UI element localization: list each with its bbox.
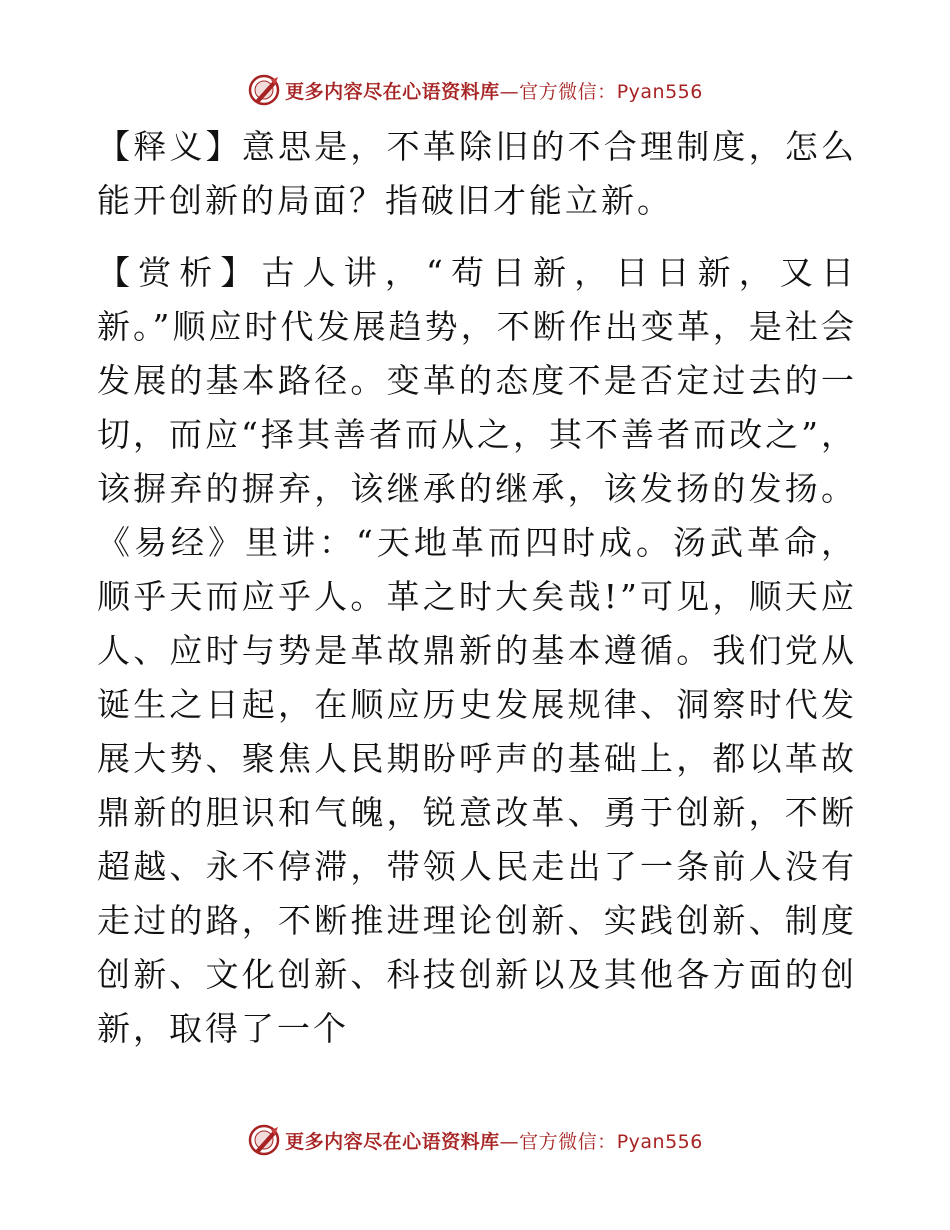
footer-site-text: 更多内容尽在心语资料库 <box>285 1130 500 1153</box>
paragraph-text: 古人讲，“苟日新，日日新，又日新。”顺应时代发展趋势，不断作出变革，是社会发展的基本路径。变革的态度不是否定过去的一切，而应“择其善者而从之，其不善者而改之”，该摒弃的摒弃，该继承的继承，该发扬的发扬。《易经》里讲：“天地革而四时成。汤武革命，顺乎天而应乎人。革之时大矣哉!”可见，顺天应人、应时与势是革故鼎新的基本遵循。我们党从诞生之日起，在顺应历史发展规律、洞察时代发展大势、聚焦人民期盼呼声的基础上，都以革故鼎新的胆识和气魄，锐意改革、勇于创新，不断超越、永不停滞，带领人民走出了一条前人没有走过的路，不断推进理论创新、实践创新、制度创新、文化创新、科技创新以及其他各方面的创新，取得了一个 <box>97 253 858 1048</box>
header-banner <box>0 70 950 110</box>
paragraph-definition <box>97 120 857 228</box>
header-wechat-label: 官方微信： <box>519 80 617 103</box>
paragraph-text: 意思是，不革除旧的不合理制度，怎么能开创新的局面？指破旧才能立新。 <box>97 127 858 220</box>
paragraph-label: 【释义】 <box>97 127 242 166</box>
document-body <box>97 120 857 1056</box>
footer-wechat-label: 官方微信： <box>519 1130 617 1153</box>
paragraph-analysis <box>97 246 857 1056</box>
footer-wechat-id: Pyan556 <box>616 1130 703 1153</box>
footer-banner-text <box>285 1127 703 1154</box>
footer-banner <box>0 1120 950 1160</box>
quill-pen-logo-icon <box>247 73 281 107</box>
paragraph-label: 【赏析】 <box>97 253 262 292</box>
header-banner-text <box>285 77 703 104</box>
header-wechat-id: Pyan556 <box>616 80 703 103</box>
header-site-text: 更多内容尽在心语资料库 <box>285 80 500 103</box>
footer-dash: — <box>499 1130 520 1153</box>
quill-pen-logo-icon <box>247 1123 281 1157</box>
header-dash: — <box>499 80 520 103</box>
